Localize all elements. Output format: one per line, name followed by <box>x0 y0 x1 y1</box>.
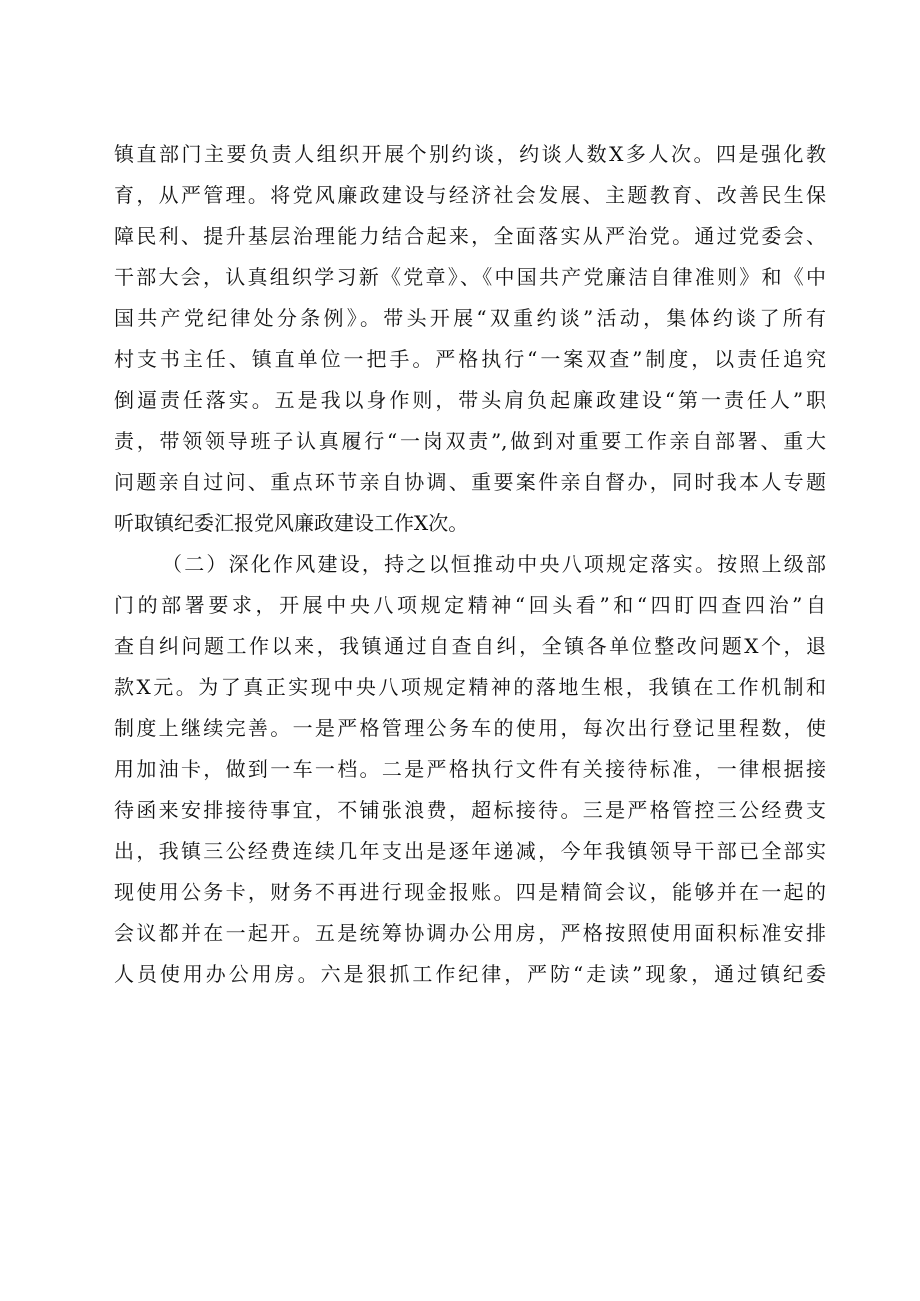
paragraph-1-line-7: 倒逼责任落实。五是我以身作则，带头肩负起廉政建设“第一责任人”职 <box>114 388 826 412</box>
paragraph-2-line-9: 现使用公务卡，财务不再进行现金报账。四是精简会议，能够并在一起的 <box>114 880 826 904</box>
paragraph-2-line-5: 制度上继续完善。一是严格管理公务车的使用，每次出行登记里程数，使 <box>114 716 826 740</box>
paragraph-1-line-5: 国共产党纪律处分条例》。带头开展“双重约谈”活动，集体约谈了所有 <box>114 306 826 330</box>
paragraph-2-line-6: 用加油卡，做到一车一档。二是严格执行文件有关接待标准，一律根据接 <box>114 757 826 781</box>
paragraph-1-line-6: 村支书主任、镇直单位一把手。严格执行“一案双查”制度，以责任追究 <box>114 347 826 371</box>
paragraph-1-line-4: 干部大会，认真组织学习新《党章》、《中国共产党廉洁自律准则》和《中 <box>114 265 826 289</box>
paragraph-2-line-1: （二）深化作风建设，持之以恒推动中央八项规定落实。按照上级部 <box>162 552 826 576</box>
paragraph-1-line-2: 育，从严管理。将党风廉政建设与经济社会发展、主题教育、改善民生保 <box>114 183 826 207</box>
paragraph-2-line-11: 人员使用办公用房。六是狠抓工作纪律，严防“走读”现象，通过镇纪委 <box>114 962 826 986</box>
paragraph-2-line-7: 待函来安排接待事宜，不铺张浪费，超标接待。三是严格管控三公经费支 <box>114 798 826 822</box>
paragraph-1-line-9: 问题亲自过问、重点环节亲自协调、重要案件亲自督办，同时我本人专题 <box>114 470 826 494</box>
paragraph-2-line-4: 款X元。为了真正实现中央八项规定精神的落地生根，我镇在工作机制和 <box>114 675 826 699</box>
paragraph-1-line-8: 责，带领领导班子认真履行“一岗双责”,做到对重要工作亲自部署、重大 <box>114 429 826 453</box>
paragraph-2-line-8: 出，我镇三公经费连续几年支出是逐年递减，今年我镇领导干部已全部实 <box>114 839 826 863</box>
paragraph-2-line-2: 门的部署要求，开展中央八项规定精神“回头看”和“四盯四查四治”自 <box>114 593 826 617</box>
paragraph-2-line-10: 会议都并在一起开。五是统筹协调办公用房，严格按照使用面积标准安排 <box>114 921 826 945</box>
paragraph-1-line-1: 镇直部门主要负责人组织开展个别约谈，约谈人数X多人次。四是强化教 <box>114 142 826 166</box>
paragraph-2-line-3: 查自纠问题工作以来，我镇通过自查自纠，全镇各单位整改问题X个，退 <box>114 634 826 658</box>
paragraph-1-line-3: 障民利、提升基层治理能力结合起来，全面落实从严治党。通过党委会、 <box>114 224 826 248</box>
paragraph-1-line-10: 听取镇纪委汇报党风廉政建设工作X次。 <box>114 511 469 535</box>
